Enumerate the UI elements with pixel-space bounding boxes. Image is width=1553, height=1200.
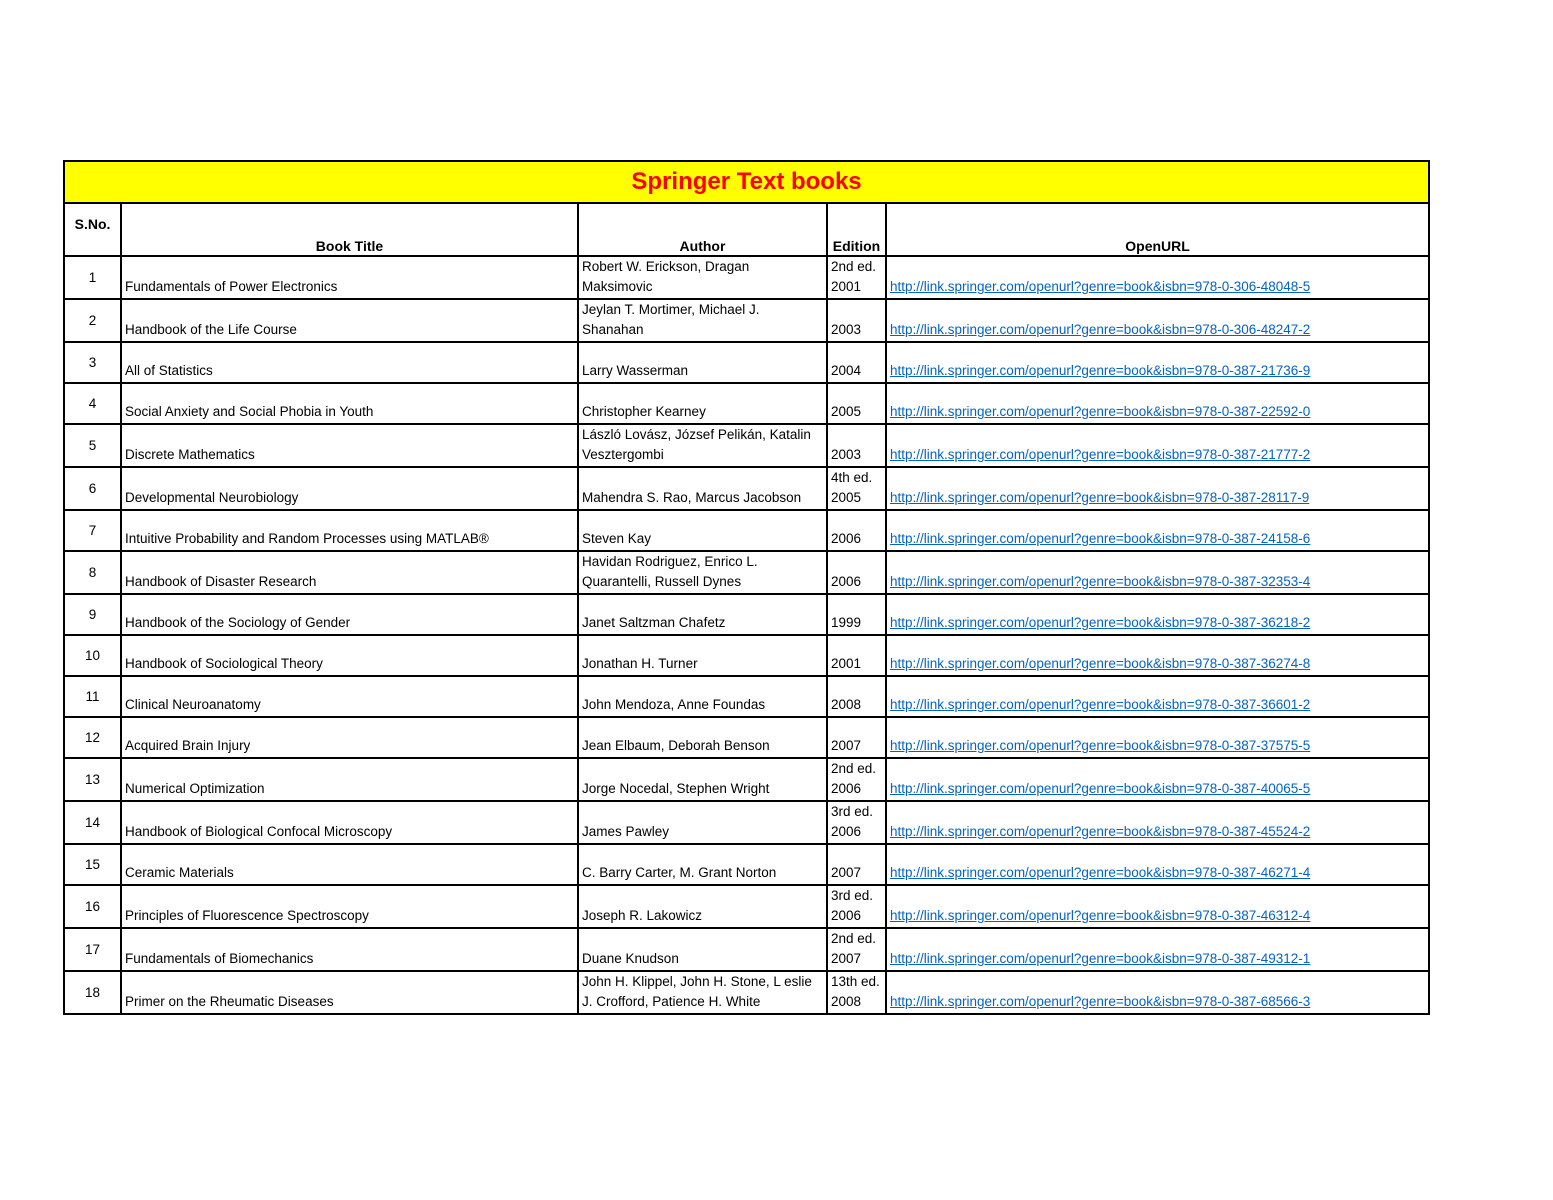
openurl-link[interactable]: http://link.springer.com/openurl?genre=book&isbn=978-0-387-46312-4	[890, 908, 1311, 923]
cell-sno: 12	[64, 717, 121, 758]
cell-author: Larry Wasserman	[578, 342, 827, 383]
cell-book-title: Clinical Neuroanatomy	[121, 676, 578, 717]
cell-book-title: Primer on the Rheumatic Diseases	[121, 971, 578, 1014]
cell-openurl	[886, 801, 1429, 844]
cell-edition: 2006	[827, 551, 886, 594]
cell-openurl	[886, 971, 1429, 1014]
cell-sno: 2	[64, 299, 121, 342]
cell-edition: 2008	[827, 676, 886, 717]
cell-edition: 2nd ed. 2007	[827, 928, 886, 971]
cell-book-title: Discrete Mathematics	[121, 424, 578, 467]
cell-openurl	[886, 928, 1429, 971]
table-title: Springer Text books	[64, 161, 1429, 203]
openurl-link[interactable]: http://link.springer.com/openurl?genre=book&isbn=978-0-387-49312-1	[890, 951, 1311, 966]
cell-edition: 2nd ed. 2006	[827, 758, 886, 801]
cell-author: John H. Klippel, John H. Stone, L eslie J. Crofford, Patience H. White	[578, 971, 827, 1014]
openurl-link[interactable]: http://link.springer.com/openurl?genre=book&isbn=978-0-387-68566-3	[890, 994, 1311, 1009]
openurl-link[interactable]: http://link.springer.com/openurl?genre=book&isbn=978-0-387-37575-5	[890, 738, 1311, 753]
header-author: Author	[578, 203, 827, 256]
cell-book-title: Acquired Brain Injury	[121, 717, 578, 758]
cell-sno: 13	[64, 758, 121, 801]
cell-openurl	[886, 510, 1429, 551]
table-row	[64, 383, 1429, 424]
header-openurl: OpenURL	[886, 203, 1429, 256]
cell-book-title: Handbook of Sociological Theory	[121, 635, 578, 676]
cell-openurl	[886, 467, 1429, 510]
cell-book-title: Handbook of the Sociology of Gender	[121, 594, 578, 635]
cell-edition: 3rd ed. 2006	[827, 801, 886, 844]
cell-author: Jorge Nocedal, Stephen Wright	[578, 758, 827, 801]
openurl-link[interactable]: http://link.springer.com/openurl?genre=book&isbn=978-0-387-36601-2	[890, 697, 1311, 712]
cell-openurl	[886, 717, 1429, 758]
cell-sno: 18	[64, 971, 121, 1014]
openurl-link[interactable]: http://link.springer.com/openurl?genre=book&isbn=978-0-387-21777-2	[890, 447, 1311, 462]
cell-book-title: Handbook of Disaster Research	[121, 551, 578, 594]
cell-edition: 3rd ed. 2006	[827, 885, 886, 928]
title-row	[64, 161, 1429, 203]
openurl-link[interactable]: http://link.springer.com/openurl?genre=book&isbn=978-0-387-46271-4	[890, 865, 1311, 880]
cell-edition: 2006	[827, 510, 886, 551]
cell-edition: 2nd ed. 2001	[827, 256, 886, 299]
cell-openurl	[886, 844, 1429, 885]
header-sno: S.No.	[64, 203, 121, 256]
cell-sno: 1	[64, 256, 121, 299]
table-row	[64, 467, 1429, 510]
cell-book-title: Fundamentals of Biomechanics	[121, 928, 578, 971]
cell-author: James Pawley	[578, 801, 827, 844]
cell-author: C. Barry Carter, M. Grant Norton	[578, 844, 827, 885]
cell-openurl	[886, 885, 1429, 928]
cell-sno: 10	[64, 635, 121, 676]
cell-edition: 2007	[827, 844, 886, 885]
cell-book-title: Numerical Optimization	[121, 758, 578, 801]
table-row	[64, 971, 1429, 1014]
cell-edition: 2003	[827, 299, 886, 342]
cell-book-title: Ceramic Materials	[121, 844, 578, 885]
cell-openurl	[886, 342, 1429, 383]
table-row	[64, 928, 1429, 971]
cell-sno: 15	[64, 844, 121, 885]
cell-openurl	[886, 676, 1429, 717]
cell-author: Robert W. Erickson, Dragan Maksimovic	[578, 256, 827, 299]
cell-openurl	[886, 594, 1429, 635]
table-row	[64, 342, 1429, 383]
cell-author: Mahendra S. Rao, Marcus Jacobson	[578, 467, 827, 510]
table-row	[64, 424, 1429, 467]
cell-edition: 2005	[827, 383, 886, 424]
cell-author: László Lovász, József Pelikán, Katalin Vesztergombi	[578, 424, 827, 467]
table-row	[64, 256, 1429, 299]
openurl-link[interactable]: http://link.springer.com/openurl?genre=book&isbn=978-0-387-36218-2	[890, 615, 1311, 630]
openurl-link[interactable]: http://link.springer.com/openurl?genre=book&isbn=978-0-306-48247-2	[890, 322, 1311, 337]
cell-openurl	[886, 299, 1429, 342]
cell-book-title: All of Statistics	[121, 342, 578, 383]
cell-sno: 7	[64, 510, 121, 551]
cell-sno: 5	[64, 424, 121, 467]
openurl-link[interactable]: http://link.springer.com/openurl?genre=book&isbn=978-0-387-40065-5	[890, 781, 1311, 796]
cell-sno: 3	[64, 342, 121, 383]
cell-author: Havidan Rodriguez, Enrico L. Quarantelli, Russell Dynes	[578, 551, 827, 594]
cell-book-title: Principles of Fluorescence Spectroscopy	[121, 885, 578, 928]
table-row	[64, 299, 1429, 342]
openurl-link[interactable]: http://link.springer.com/openurl?genre=book&isbn=978-0-387-32353-4	[890, 574, 1311, 589]
cell-author: Jeylan T. Mortimer, Michael J. Shanahan	[578, 299, 827, 342]
cell-sno: 16	[64, 885, 121, 928]
cell-book-title: Handbook of the Life Course	[121, 299, 578, 342]
table-row	[64, 717, 1429, 758]
table-row	[64, 758, 1429, 801]
header-book-title: Book Title	[121, 203, 578, 256]
cell-openurl	[886, 635, 1429, 676]
cell-author: John Mendoza, Anne Foundas	[578, 676, 827, 717]
cell-sno: 4	[64, 383, 121, 424]
cell-edition: 2001	[827, 635, 886, 676]
openurl-link[interactable]: http://link.springer.com/openurl?genre=book&isbn=978-0-387-45524-2	[890, 824, 1311, 839]
table-row	[64, 510, 1429, 551]
cell-author: Janet Saltzman Chafetz	[578, 594, 827, 635]
cell-openurl	[886, 551, 1429, 594]
cell-edition: 2003	[827, 424, 886, 467]
cell-author: Steven Kay	[578, 510, 827, 551]
cell-author: Joseph R. Lakowicz	[578, 885, 827, 928]
cell-author: Duane Knudson	[578, 928, 827, 971]
cell-openurl	[886, 383, 1429, 424]
cell-book-title: Developmental Neurobiology	[121, 467, 578, 510]
openurl-link[interactable]: http://link.springer.com/openurl?genre=book&isbn=978-0-387-36274-8	[890, 656, 1311, 671]
cell-sno: 17	[64, 928, 121, 971]
cell-openurl	[886, 256, 1429, 299]
cell-sno: 6	[64, 467, 121, 510]
table-row	[64, 885, 1429, 928]
cell-book-title: Handbook of Biological Confocal Microscopy	[121, 801, 578, 844]
header-edition: Edition	[827, 203, 886, 256]
cell-edition: 2004	[827, 342, 886, 383]
openurl-link[interactable]: http://link.springer.com/openurl?genre=book&isbn=978-0-387-21736-9	[890, 363, 1311, 378]
cell-author: Jonathan H. Turner	[578, 635, 827, 676]
openurl-link[interactable]: http://link.springer.com/openurl?genre=book&isbn=978-0-387-22592-0	[890, 404, 1311, 419]
cell-edition: 13th ed. 2008	[827, 971, 886, 1014]
books-table	[63, 160, 1430, 1015]
openurl-link[interactable]: http://link.springer.com/openurl?genre=book&isbn=978-0-387-28117-9	[890, 490, 1310, 505]
cell-edition: 1999	[827, 594, 886, 635]
openurl-link[interactable]: http://link.springer.com/openurl?genre=book&isbn=978-0-306-48048-5	[890, 279, 1311, 294]
cell-sno: 14	[64, 801, 121, 844]
table-row	[64, 594, 1429, 635]
cell-book-title: Fundamentals of Power Electronics	[121, 256, 578, 299]
cell-sno: 11	[64, 676, 121, 717]
cell-author: Christopher Kearney	[578, 383, 827, 424]
cell-edition: 4th ed. 2005	[827, 467, 886, 510]
cell-author: Jean Elbaum, Deborah Benson	[578, 717, 827, 758]
cell-book-title: Intuitive Probability and Random Processes using MATLAB®	[121, 510, 578, 551]
header-row	[64, 203, 1429, 256]
cell-edition: 2007	[827, 717, 886, 758]
table-body	[64, 256, 1429, 1014]
openurl-link[interactable]: http://link.springer.com/openurl?genre=book&isbn=978-0-387-24158-6	[890, 531, 1311, 546]
table-row	[64, 551, 1429, 594]
table-row	[64, 844, 1429, 885]
cell-book-title: Social Anxiety and Social Phobia in Youth	[121, 383, 578, 424]
cell-openurl	[886, 424, 1429, 467]
table-row	[64, 801, 1429, 844]
table-row	[64, 635, 1429, 676]
cell-sno: 8	[64, 551, 121, 594]
cell-openurl	[886, 758, 1429, 801]
table-row	[64, 676, 1429, 717]
cell-sno: 9	[64, 594, 121, 635]
